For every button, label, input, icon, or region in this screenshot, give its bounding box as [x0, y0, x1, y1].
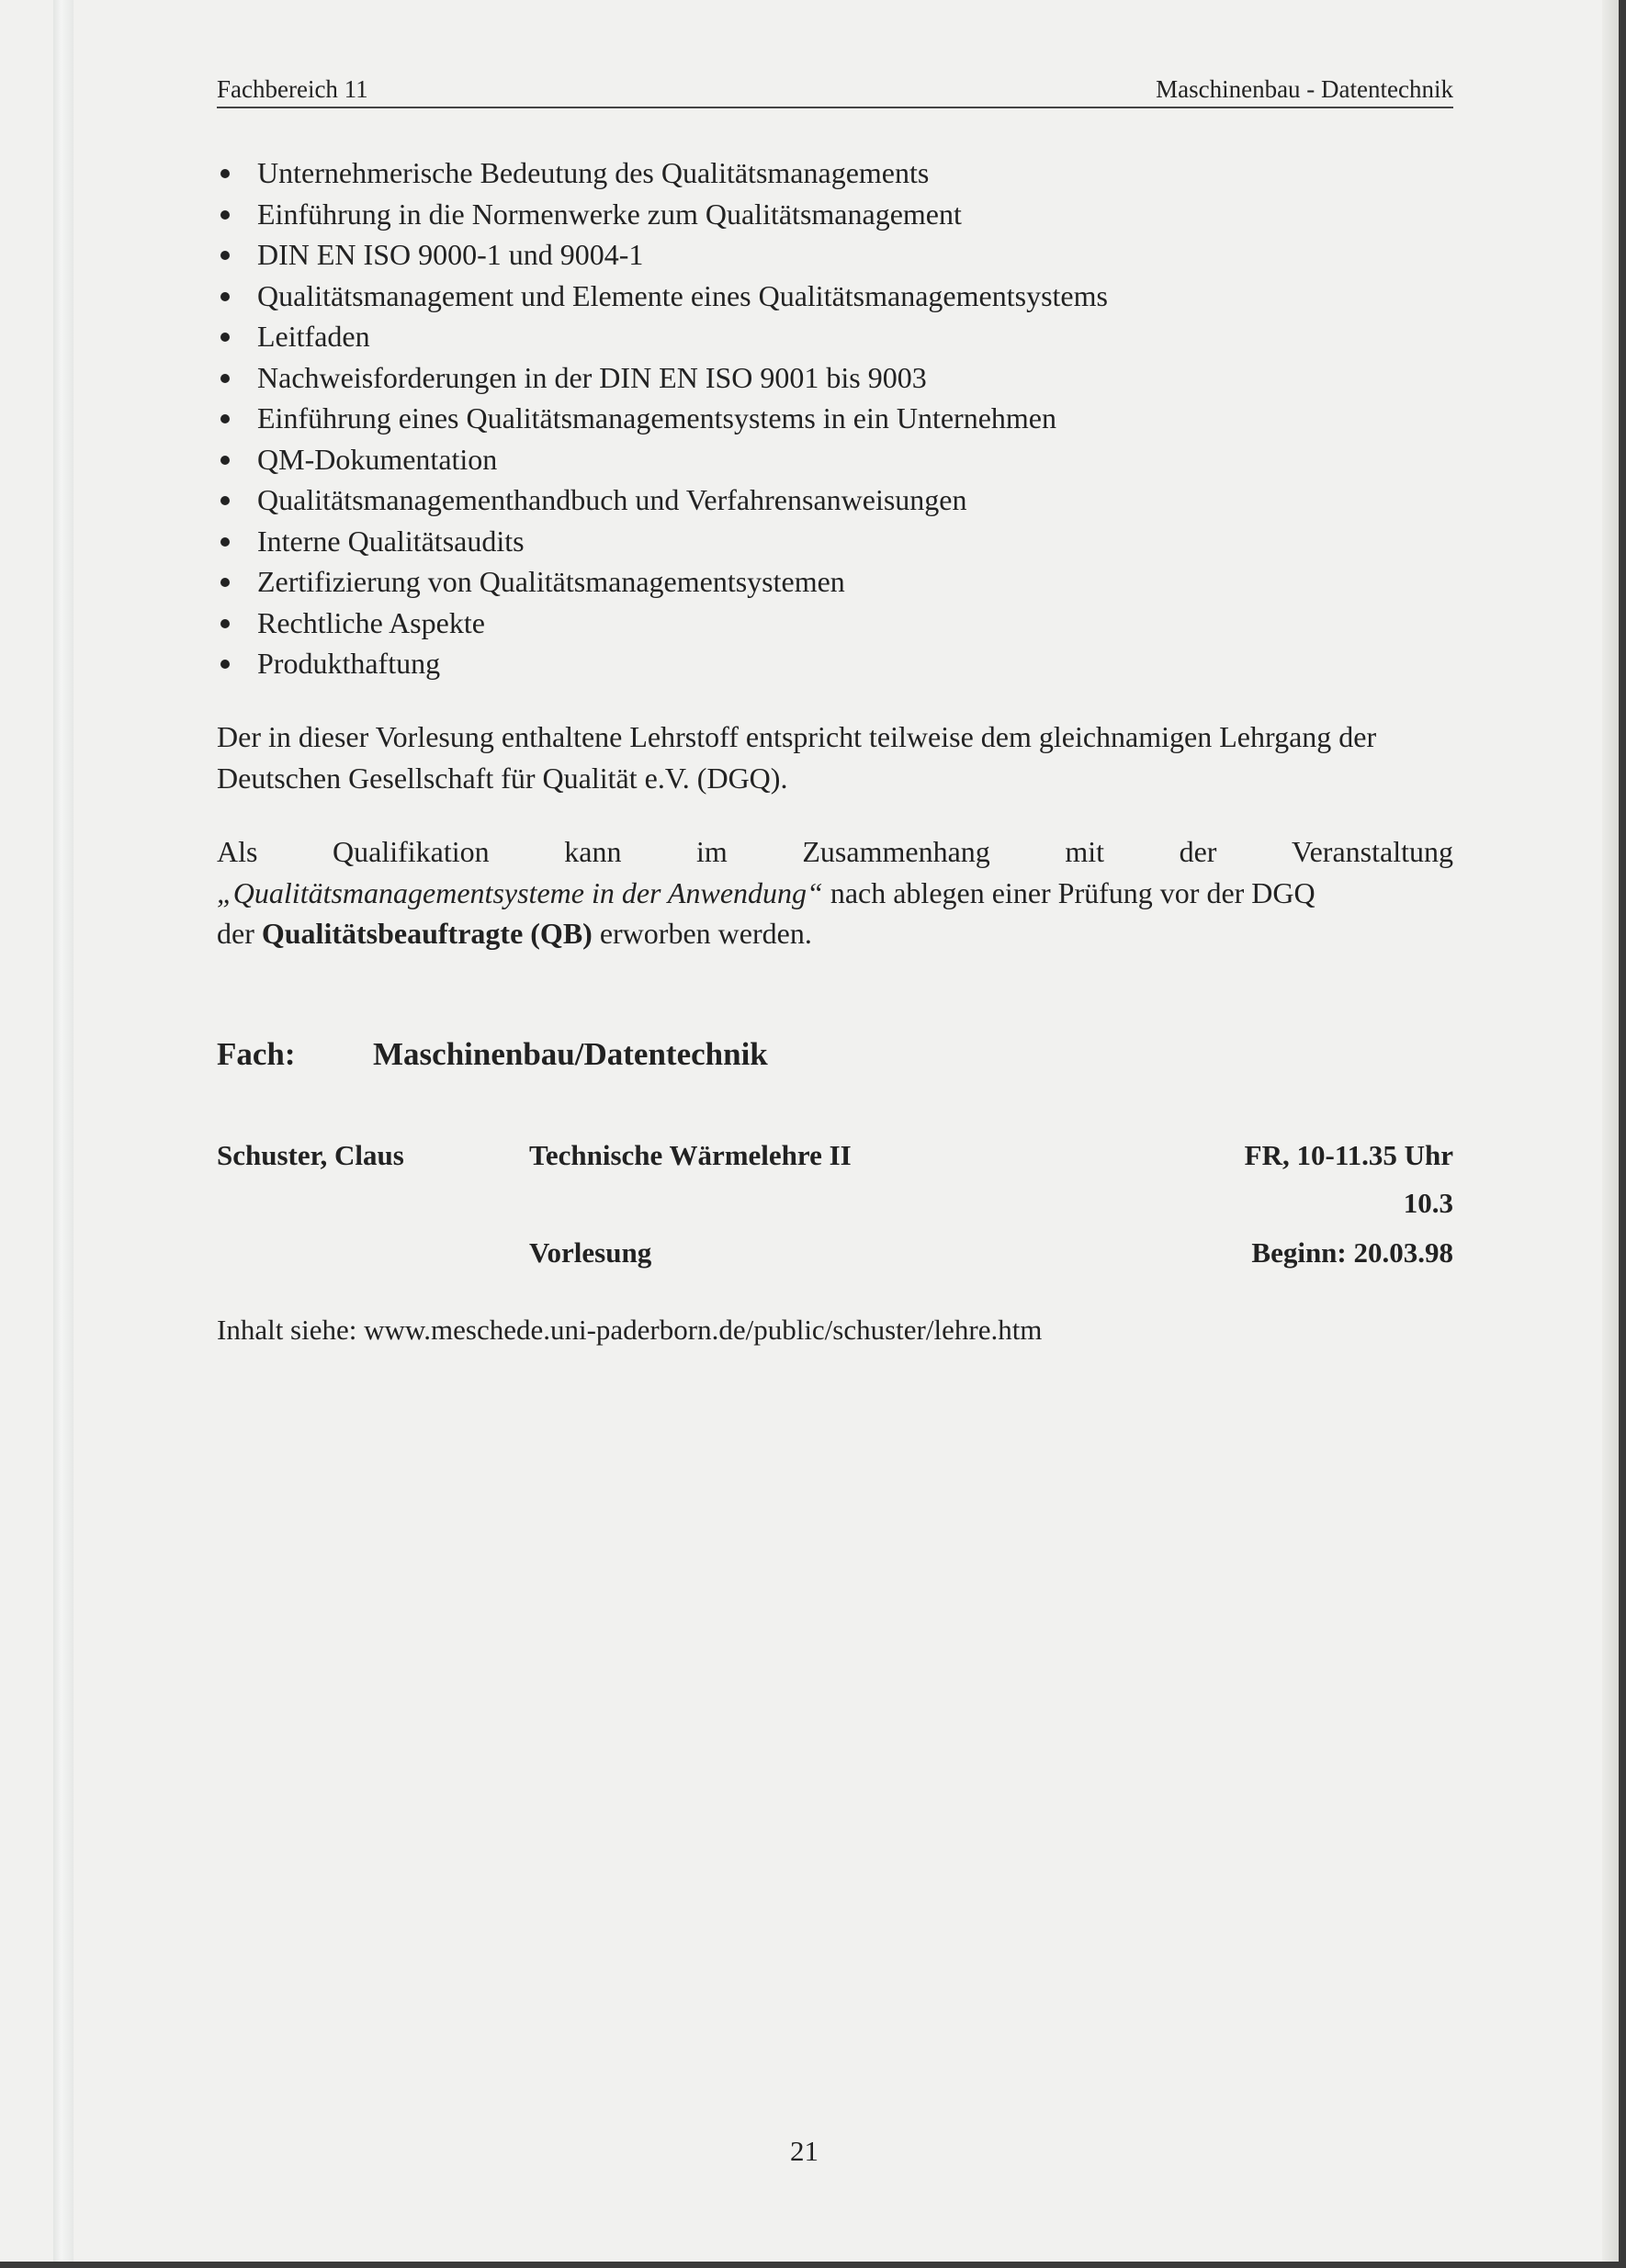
word: der — [1179, 835, 1217, 868]
subject-value: Maschinenbau/Datentechnik — [373, 1036, 768, 1072]
word: Veranstaltung — [1292, 835, 1453, 868]
list-item: Produkthaftung — [217, 643, 1108, 684]
course-start: Beginn: 20.03.98 — [1251, 1236, 1453, 1269]
subject-heading — [217, 1036, 768, 1073]
list-item: Unternehmerische Bedeutung des Qualitätsmanagements — [217, 152, 1108, 194]
list-item: Einführung eines Qualitätsmanagementsystems in ein Unternehmen — [217, 398, 1108, 439]
list-item: Zertifizierung von Qualitätsmanagementsystemen — [217, 561, 1108, 603]
course-title: Technische Wärmelehre II — [529, 1139, 852, 1171]
exam-text: nach ablegen einer Prüfung vor der DGQ — [822, 875, 1315, 909]
word: kann — [564, 835, 622, 868]
list-item: Interne Qualitätsaudits — [217, 521, 1108, 562]
qualification-line-2 — [217, 873, 1453, 914]
list-item: Einführung in die Normenwerke zum Qualitätsmanagement — [217, 194, 1108, 235]
word: Qualifikation — [333, 835, 490, 868]
list-item: DIN EN ISO 9000-1 und 9004-1 — [217, 234, 1108, 276]
word: Als — [217, 835, 258, 868]
list-item: Qualitätsmanagement und Elemente eines Qualitätsmanagementsystems — [217, 276, 1108, 317]
header-subject: Maschinenbau - Datentechnik — [1156, 75, 1453, 103]
word: mit — [1065, 835, 1105, 868]
header-department: Fachbereich 11 — [217, 75, 368, 103]
subject-label: Fach: — [217, 1036, 296, 1072]
paragraph-dgq-note: Der in dieser Vorlesung enthaltene Lehrstoff entspricht teilweise dem gleichnamigen Lehrgang der Deutschen Gesellschaft für Qualität e.V. (DGQ). — [217, 720, 1377, 795]
course-entry — [217, 1139, 1453, 1286]
lecturer-name: Schuster, Claus — [217, 1139, 404, 1171]
paragraph-qualification — [217, 831, 1453, 954]
course-time: FR, 10-11.35 Uhr — [1244, 1139, 1453, 1171]
list-item: Leitfaden — [217, 316, 1108, 357]
topic-list — [217, 152, 1108, 684]
binding-spine — [53, 0, 73, 2262]
list-item: Nachweisforderungen in der DIN EN ISO 9001 bis 9003 — [217, 357, 1108, 399]
closing-text: erworben werden. — [592, 917, 812, 950]
course-room: 10.3 — [1403, 1187, 1453, 1219]
qualification-line-1 — [217, 831, 1453, 873]
page-edge — [1602, 0, 1619, 2262]
list-item: QM-Dokumentation — [217, 439, 1108, 480]
qualification-title: Qualitätsbeauftragte (QB) — [261, 917, 593, 950]
word: Zusammenhang — [802, 835, 990, 868]
list-item: Rechtliche Aspekte — [217, 603, 1108, 644]
article-text: der — [217, 917, 262, 950]
list-item: Qualitätsmanagementhandbuch und Verfahrensanweisungen — [217, 480, 1108, 521]
running-header — [217, 73, 1453, 108]
course-title-italic: „Qualitätsmanagementsysteme in der Anwendung“ — [217, 875, 823, 909]
qualification-line-3 — [217, 913, 1453, 954]
content-reference: Inhalt siehe: www.meschede.uni-paderborn.de/public/schuster/lehre.htm — [217, 1314, 1043, 1346]
word: im — [696, 835, 728, 868]
course-type: Vorlesung — [529, 1236, 652, 1269]
page-number: 21 — [790, 2135, 819, 2167]
